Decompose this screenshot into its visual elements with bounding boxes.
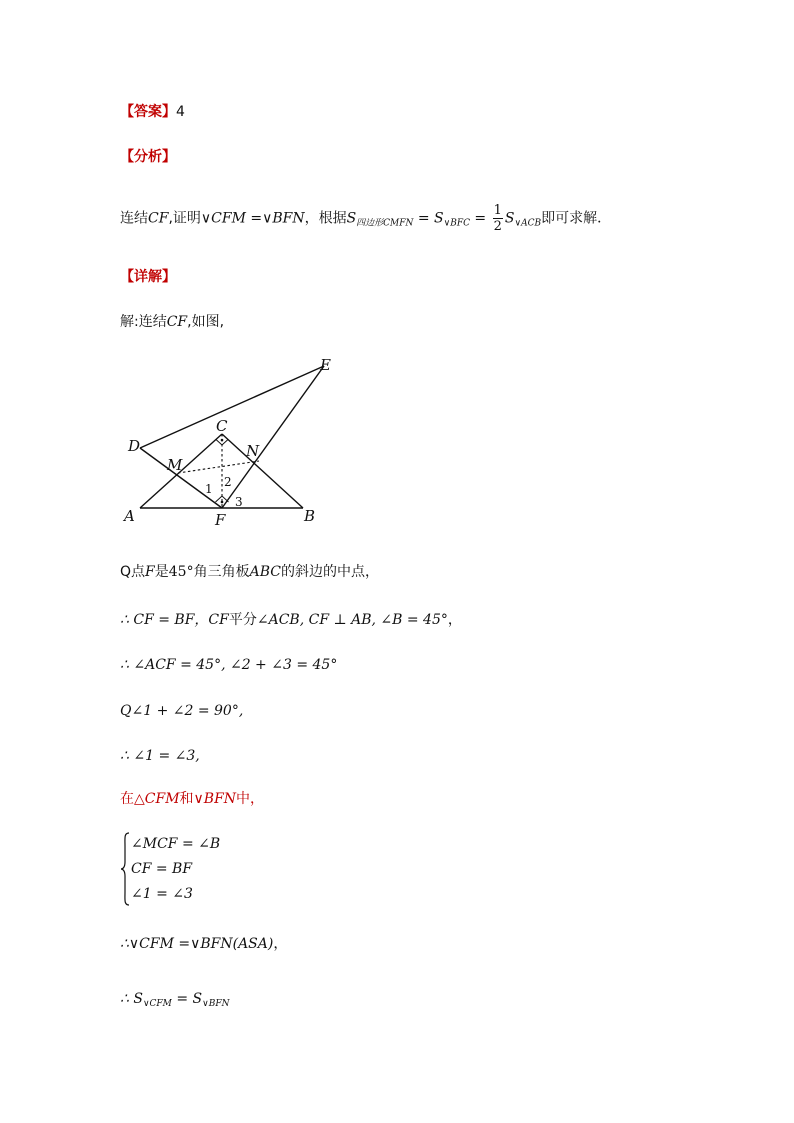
detail-step-9c: = S <box>171 991 203 1007</box>
label-E: E <box>320 356 331 374</box>
detail-step-2 <box>120 562 379 582</box>
detail-step-1a: 解:连结 <box>120 314 167 330</box>
detail-step-1 <box>120 312 224 332</box>
detail-step-3c: 平分 <box>228 612 257 628</box>
detail-step-2a: Q点 <box>120 564 146 580</box>
detail-step-3a: ∴ CF = BF， <box>120 612 209 628</box>
equation-line-1: ∠MCF = ∠B <box>131 836 221 852</box>
detail-step-9a: ∴ S <box>120 991 143 1007</box>
detail-step-6: ∴ ∠1 = ∠3, <box>120 748 200 764</box>
analysis-text-7: 四边形CMFN <box>356 218 414 229</box>
label-B: B <box>304 507 316 525</box>
detail-label: 【详解】 <box>120 269 176 285</box>
analysis-text-9: ∨BFC <box>443 218 470 229</box>
segment-DE <box>140 366 324 448</box>
analysis-text-1: 连结 <box>120 210 148 227</box>
detail-step-3d: ∠ACB, CF ⊥ AB, ∠B = 45° <box>256 612 448 628</box>
detail-step-9d: ∨BFN <box>202 999 230 1009</box>
analysis-text-3: ,证明 <box>168 210 201 227</box>
detail-step-3b: CF <box>208 612 229 628</box>
detail-label-line <box>120 267 176 287</box>
fraction-numerator: 1 <box>493 203 502 218</box>
detail-step-3 <box>120 610 462 630</box>
equation-line-2: CF = BF <box>131 861 193 877</box>
detail-step-3e: ， <box>447 612 462 628</box>
answer-value: 4 <box>176 104 185 120</box>
analysis-label-line <box>120 147 176 167</box>
equation-lines <box>131 832 220 907</box>
geometry-figure <box>118 352 348 532</box>
left-brace-icon <box>120 832 130 906</box>
detail-step-1c: ,如图, <box>187 314 225 330</box>
label-angle-3: 3 <box>235 495 243 509</box>
detail-step-9 <box>120 989 229 1014</box>
analysis-text-4: ∨CFM =∨BFN <box>200 210 305 227</box>
fraction-denominator: 2 <box>493 219 502 234</box>
detail-step-8b: (ASA) <box>232 936 274 952</box>
label-angle-2: 2 <box>224 475 232 489</box>
label-N: N <box>246 442 260 460</box>
detail-step-8 <box>120 934 287 954</box>
analysis-text-8: = S <box>413 210 444 227</box>
analysis-text <box>120 203 611 239</box>
label-angle-1: 1 <box>205 482 213 496</box>
detail-step-7b: △CFM <box>134 791 180 807</box>
detail-step-2b: F <box>145 564 155 580</box>
detail-step-2c: 是 <box>154 564 169 580</box>
right-angle-dot-F <box>221 501 224 504</box>
detail-step-2g: 的斜边的中点， <box>280 564 379 580</box>
detail-step-9b: ∨CFM <box>142 999 172 1009</box>
detail-step-2e: 角三角板 <box>193 564 250 580</box>
detail-step-7c: 和 <box>179 791 194 807</box>
segment-EF <box>222 366 324 508</box>
label-C: C <box>216 417 228 435</box>
answer-label: 【答案】 <box>120 104 176 120</box>
analysis-text-10: = <box>469 210 491 227</box>
label-F: F <box>215 511 226 529</box>
detail-step-7a: 在 <box>120 791 134 807</box>
detail-step-7 <box>120 789 264 809</box>
equation-line-3: ∠1 = ∠3 <box>131 886 193 902</box>
analysis-text-11: S <box>504 210 515 227</box>
detail-step-7d: ∨BFN <box>193 791 237 807</box>
analysis-text-12: ∨ACB <box>514 218 542 229</box>
analysis-text-2: CF <box>148 210 169 227</box>
right-angle-dot-C <box>221 439 224 442</box>
detail-step-4: ∴ ∠ACF = 45°, ∠2 + ∠3 = 45° <box>120 657 338 673</box>
detail-step-7e: 中， <box>236 791 265 807</box>
analysis-text-5: ，根据 <box>304 210 347 227</box>
analysis-text-13: 即可求解． <box>541 210 612 227</box>
detail-step-2d: 45° <box>168 564 194 580</box>
analysis-text-6: S <box>346 210 357 227</box>
label-A: A <box>124 507 135 525</box>
label-D: D <box>128 437 141 455</box>
detail-step-8c: ， <box>273 936 288 952</box>
answer-line <box>120 102 185 122</box>
label-M: M <box>167 456 183 474</box>
analysis-label: 【分析】 <box>120 149 176 165</box>
detail-step-1b: CF <box>166 314 188 330</box>
detail-step-8a: ∴∨CFM =∨BFN <box>120 936 233 952</box>
detail-step-2f: ABC <box>249 564 281 580</box>
detail-step-5: Q∠1 + ∠2 = 90°, <box>120 703 244 719</box>
fraction-one-half <box>493 203 503 234</box>
